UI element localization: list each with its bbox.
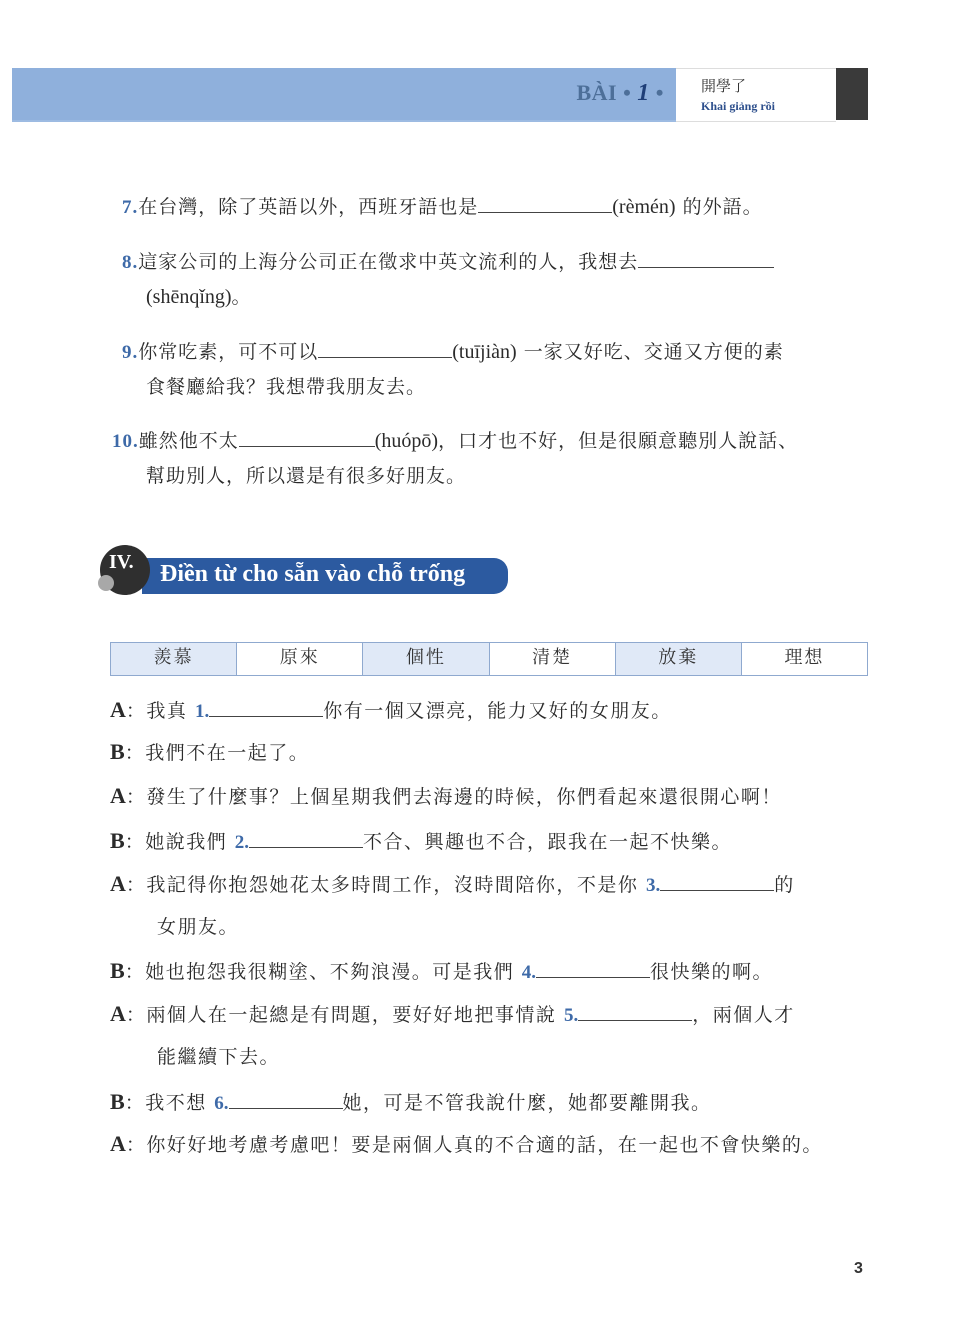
blank-number: 6. <box>214 1093 229 1114</box>
answer-blank[interactable] <box>660 868 774 891</box>
dialogue-line <box>110 955 773 988</box>
dialogue-text: 很快樂的啊。 <box>650 961 774 983</box>
question-9 <box>122 335 784 405</box>
question-text: 你常吃素，可不可以 <box>138 341 319 363</box>
question-number: 9. <box>122 342 139 363</box>
page-number: 3 <box>854 1260 863 1277</box>
answer-blank[interactable] <box>478 190 612 213</box>
answer-blank[interactable] <box>239 424 375 447</box>
pinyin-hint: (rèmén) <box>612 196 676 218</box>
dialogue-text: ，兩個人才 <box>692 1004 795 1026</box>
dialogue-text: 我記得你抱怨她花太多時間工作，沒時間陪你，不是你 <box>146 874 646 896</box>
question-text: 這家公司的上海分公司正在徵求中英文流利的人，我想去 <box>138 251 639 273</box>
section-title-bar <box>142 558 508 594</box>
dialogue-text: 我們不在一起了。 <box>145 742 310 764</box>
answer-blank[interactable] <box>318 335 452 358</box>
dialogue-line <box>110 694 672 727</box>
answer-blank[interactable] <box>209 694 323 717</box>
question-number: 8. <box>122 252 139 273</box>
answer-blank[interactable] <box>578 998 692 1021</box>
dialogue-line <box>110 825 732 858</box>
word-bank <box>110 642 868 676</box>
blank-number: 4. <box>521 962 536 983</box>
speaker-label: A <box>110 783 126 808</box>
pinyin-hint: (huópō) <box>374 430 439 452</box>
blank-number: 2. <box>234 832 249 853</box>
lesson-title-box <box>676 68 836 122</box>
answer-blank[interactable] <box>638 245 774 268</box>
dialogue-line-cont: 女朋友。 <box>157 916 240 938</box>
dialogue-text: 她，可是不管我說什麼，她都要離開我。 <box>342 1092 712 1114</box>
pinyin-hint: (shēnqǐng) <box>146 286 232 308</box>
pinyin-hint: (tuījiàn) <box>452 341 517 363</box>
question-text: 雖然他不太 <box>138 430 239 452</box>
word-bank-item: 放棄 <box>616 643 742 675</box>
question-text: 的外語。 <box>675 196 763 218</box>
dialogue-text: 兩個人在一起總是有問題，要好好地把事情說 <box>146 1004 564 1026</box>
word-bank-item: 理想 <box>784 647 825 668</box>
dialogue-line <box>110 737 309 768</box>
header-dark-tab <box>836 68 868 120</box>
section-title: Điền từ cho sẵn vào chỗ trống <box>160 561 466 587</box>
dialogue-text: 的 <box>774 874 795 896</box>
speaker-label: A <box>110 871 126 896</box>
lesson-label <box>576 80 664 107</box>
dialogue-line <box>110 868 795 901</box>
dialogue-line <box>110 781 782 812</box>
dialogue-text: 我真 <box>146 700 195 722</box>
lesson-number: 1 <box>637 80 650 106</box>
blank-number: 3. <box>645 875 661 896</box>
dialogue-text: 你好好地考慮考慮吧！要是兩個人真的不合適的話，在一起也不會快樂的。 <box>146 1134 823 1156</box>
blank-number: 5. <box>563 1005 579 1026</box>
section-badge <box>100 545 150 595</box>
dialogue-text: 發生了什麼事？上個星期我們去海邊的時候，你們看起來還很開心啊！ <box>146 786 782 808</box>
answer-blank[interactable] <box>249 825 363 848</box>
speaker-colon: ： <box>125 874 147 896</box>
speaker-label: A <box>110 1131 126 1156</box>
speaker-label: B <box>110 1089 125 1114</box>
question-text: 在台灣，除了英語以外，西班牙語也是 <box>138 196 479 218</box>
page-header <box>12 68 868 120</box>
word-bank-item: 清楚 <box>490 643 616 675</box>
dialogue-line-cont: 能繼續下去。 <box>157 1046 281 1068</box>
question-text-cont: 幫助別人，所以還是有很多好朋友。 <box>146 465 467 487</box>
header-band <box>12 68 676 122</box>
question-10 <box>112 424 798 494</box>
lesson-suffix: • <box>655 80 664 105</box>
question-text-cont: 食餐廳給我？我想帶我朋友去。 <box>146 376 427 398</box>
dialogue-text: 我不想 <box>145 1092 215 1114</box>
badge-dot-icon <box>98 575 114 591</box>
lesson-prefix: BÀI • <box>576 80 632 105</box>
lesson-title-vi: Khai giảng rồi <box>701 99 776 113</box>
dialogue-text: 不合、興趣也不合，跟我在一起不快樂。 <box>363 831 733 853</box>
question-text: 。 <box>231 286 252 308</box>
question-8 <box>122 245 774 315</box>
question-text: ，口才也不好，但是很願意聽別人說話、 <box>438 430 799 452</box>
question-number: 7. <box>122 197 139 218</box>
dialogue-text: 她也抱怨我很糊塗、不夠浪漫。可是我們 <box>145 961 522 983</box>
question-7 <box>122 190 763 225</box>
answer-blank[interactable] <box>536 955 650 978</box>
speaker-colon: ： <box>125 1134 147 1156</box>
speaker-label: B <box>110 828 125 853</box>
answer-blank[interactable] <box>229 1086 343 1109</box>
word-bank-item: 個性 <box>363 643 489 675</box>
speaker-label: A <box>110 697 126 722</box>
blank-number: 1. <box>194 701 210 722</box>
section-roman-numeral: IV. <box>109 551 134 573</box>
word-bank-item: 羨慕 <box>111 643 237 675</box>
speaker-label: A <box>110 1001 126 1026</box>
lesson-title-zh: 開學了 <box>701 77 747 95</box>
speaker-colon: ： <box>124 961 146 983</box>
speaker-label: B <box>110 958 125 983</box>
dialogue-text: 她說我們 <box>145 831 235 853</box>
speaker-colon: ： <box>125 1004 147 1026</box>
speaker-colon: ： <box>124 742 146 764</box>
question-text: 一家又好吃、交通又方便的素 <box>516 341 784 363</box>
word-bank-item: 原來 <box>237 643 363 675</box>
speaker-colon: ： <box>125 700 147 722</box>
question-number: 10. <box>112 431 139 452</box>
speaker-colon: ： <box>124 831 146 853</box>
dialogue-line <box>110 1129 823 1160</box>
speaker-colon: ： <box>124 1092 146 1114</box>
dialogue-text: 你有一個又漂亮，能力又好的女朋友。 <box>323 700 672 722</box>
speaker-label: B <box>110 739 125 764</box>
dialogue-line <box>110 998 795 1031</box>
speaker-colon: ： <box>125 786 147 808</box>
dialogue-line <box>110 1086 712 1119</box>
